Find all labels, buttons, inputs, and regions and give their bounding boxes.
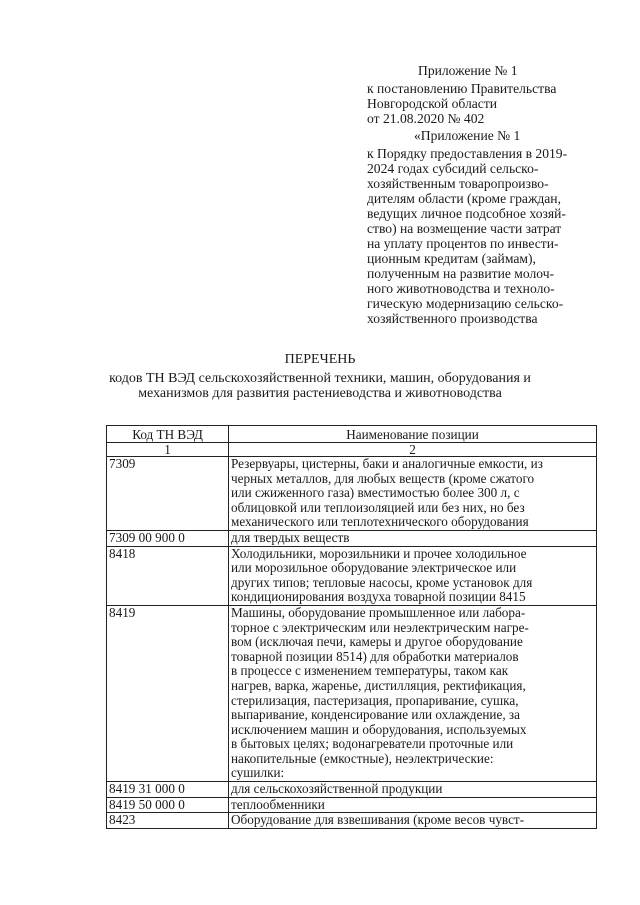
table-header-row: [107, 426, 597, 443]
table-row: [107, 457, 597, 531]
position-name-line: Машины, оборудование промышленное или лабора-: [231, 604, 526, 620]
procedure-line: гическую модернизацию сельско-: [367, 296, 564, 311]
procedure-line: ционным кредитам (займам),: [367, 251, 536, 266]
procedure-line: на уплату процентов по инвести-: [367, 236, 559, 251]
column-header-name: Наименование позиции: [229, 426, 597, 443]
position-name-line: вом (исключая печи, камеры и другое оборудование: [231, 634, 523, 650]
position-name-line: Оборудование для взвешивания (кроме весов чувст-: [231, 812, 525, 828]
position-name-line: выпаривание, конденсирование или охлаждение, за: [231, 707, 520, 723]
position-name-line: для твердых веществ: [231, 529, 350, 545]
table-row: [107, 782, 597, 798]
column-number: 1: [107, 443, 229, 457]
tnved-code: 8423: [107, 813, 229, 829]
table-row: [107, 813, 597, 829]
resolution-line: Новгородской области: [367, 96, 498, 111]
procedure-line: ного животноводства и техноло-: [367, 281, 555, 296]
procedure-line: к Порядку предоставления в 2019-: [367, 146, 568, 161]
column-number: 2: [229, 443, 597, 457]
resolution-line: от 21.08.2020 № 402: [367, 111, 485, 126]
position-name-line: облицовкой или теплоизоляцией или без них, но без: [231, 499, 525, 515]
position-name-line: теплообменники: [231, 796, 325, 812]
position-name-line: в бытовых целях; водонагреватели проточные или: [231, 736, 514, 752]
procedure-line: хозяйственным товаропроизво-: [367, 176, 549, 191]
inner-appendix-title: «Приложение № 1: [414, 128, 521, 143]
position-name-line: Холодильники, морозильники и прочее холодильное: [231, 545, 527, 561]
column-numbers-row: [107, 443, 597, 457]
table-row: [107, 797, 597, 813]
codes-table: [106, 425, 597, 829]
tnved-code: 8418: [107, 546, 229, 605]
table-row: [107, 546, 597, 605]
document-subtitle-line: механизмов для развития растениеводства и животноводства: [138, 386, 502, 401]
position-name: [229, 530, 597, 546]
position-name: [229, 782, 597, 798]
position-name: [229, 457, 597, 531]
procedure-line: 2024 годах субсидий сельско-: [367, 161, 539, 176]
position-name-line: других типов; тепловые насосы, кроме установок для: [231, 574, 533, 590]
document-title: ПЕРЕЧЕНЬ: [284, 352, 356, 367]
position-name-line: накопительные (емкостные), неэлектрические:: [231, 750, 494, 766]
procedure-line: ведущих личное подсобное хозяй-: [367, 206, 566, 221]
position-name-line: в процессе с изменением температуры, таком как: [231, 663, 509, 679]
procedure-line: хозяйственного производства: [367, 311, 538, 326]
table-row: [107, 530, 597, 546]
tnved-code: 7309 00 900 0: [107, 530, 229, 546]
procedure-line: полученным на развитие молоч-: [367, 266, 555, 281]
position-name-line: стерилизация, пастеризация, пропаривание, сушка,: [231, 692, 519, 708]
position-name-line: или сжиженного газа) вместимостью более 300 л, с: [231, 485, 520, 501]
position-name-line: сушилки:: [231, 765, 285, 781]
column-header-code: Код ТН ВЭД: [107, 426, 229, 443]
procedure-line: дителям области (кроме граждан,: [367, 191, 561, 206]
tnved-code: 8419 50 000 0: [107, 797, 229, 813]
position-name-line: черных металлов, для любых веществ (кроме сжатого: [231, 470, 535, 486]
procedure-line: ство) на возмещение части затрат: [367, 221, 562, 236]
position-name-line: Резервуары, цистерны, баки и аналогичные емкости, из: [231, 456, 543, 471]
table-row: [107, 605, 597, 781]
position-name-line: кондиционирования воздуха товарной позиции 8415: [231, 589, 526, 605]
appendix-title: Приложение № 1: [418, 63, 518, 78]
position-name-line: исключением машин и оборудования, используемых: [231, 721, 527, 737]
position-name-line: механического или теплотехнического оборудования: [231, 514, 529, 530]
document-subtitle-line: кодов ТН ВЭД сельскохозяйственной техники, машин, оборудования и: [109, 371, 531, 386]
tnved-code: 8419: [107, 605, 229, 781]
position-name: [229, 813, 597, 829]
resolution-line: к постановлению Правительства: [367, 81, 557, 96]
tnved-code: 7309: [107, 457, 229, 531]
position-name-line: нагрев, варка, жаренье, дистилляция, ректификация,: [231, 677, 526, 693]
position-name-line: торное с электрическим или неэлектрическим нагре-: [231, 619, 529, 635]
position-name: [229, 605, 597, 781]
tnved-code: 8419 31 000 0: [107, 782, 229, 798]
position-name-line: или морозильное оборудование электрическое или: [231, 560, 517, 576]
position-name: [229, 797, 597, 813]
position-name-line: для сельскохозяйственной продукции: [231, 781, 443, 797]
position-name: [229, 546, 597, 605]
position-name-line: товарной позиции 8514) для обработки материалов: [231, 648, 519, 664]
